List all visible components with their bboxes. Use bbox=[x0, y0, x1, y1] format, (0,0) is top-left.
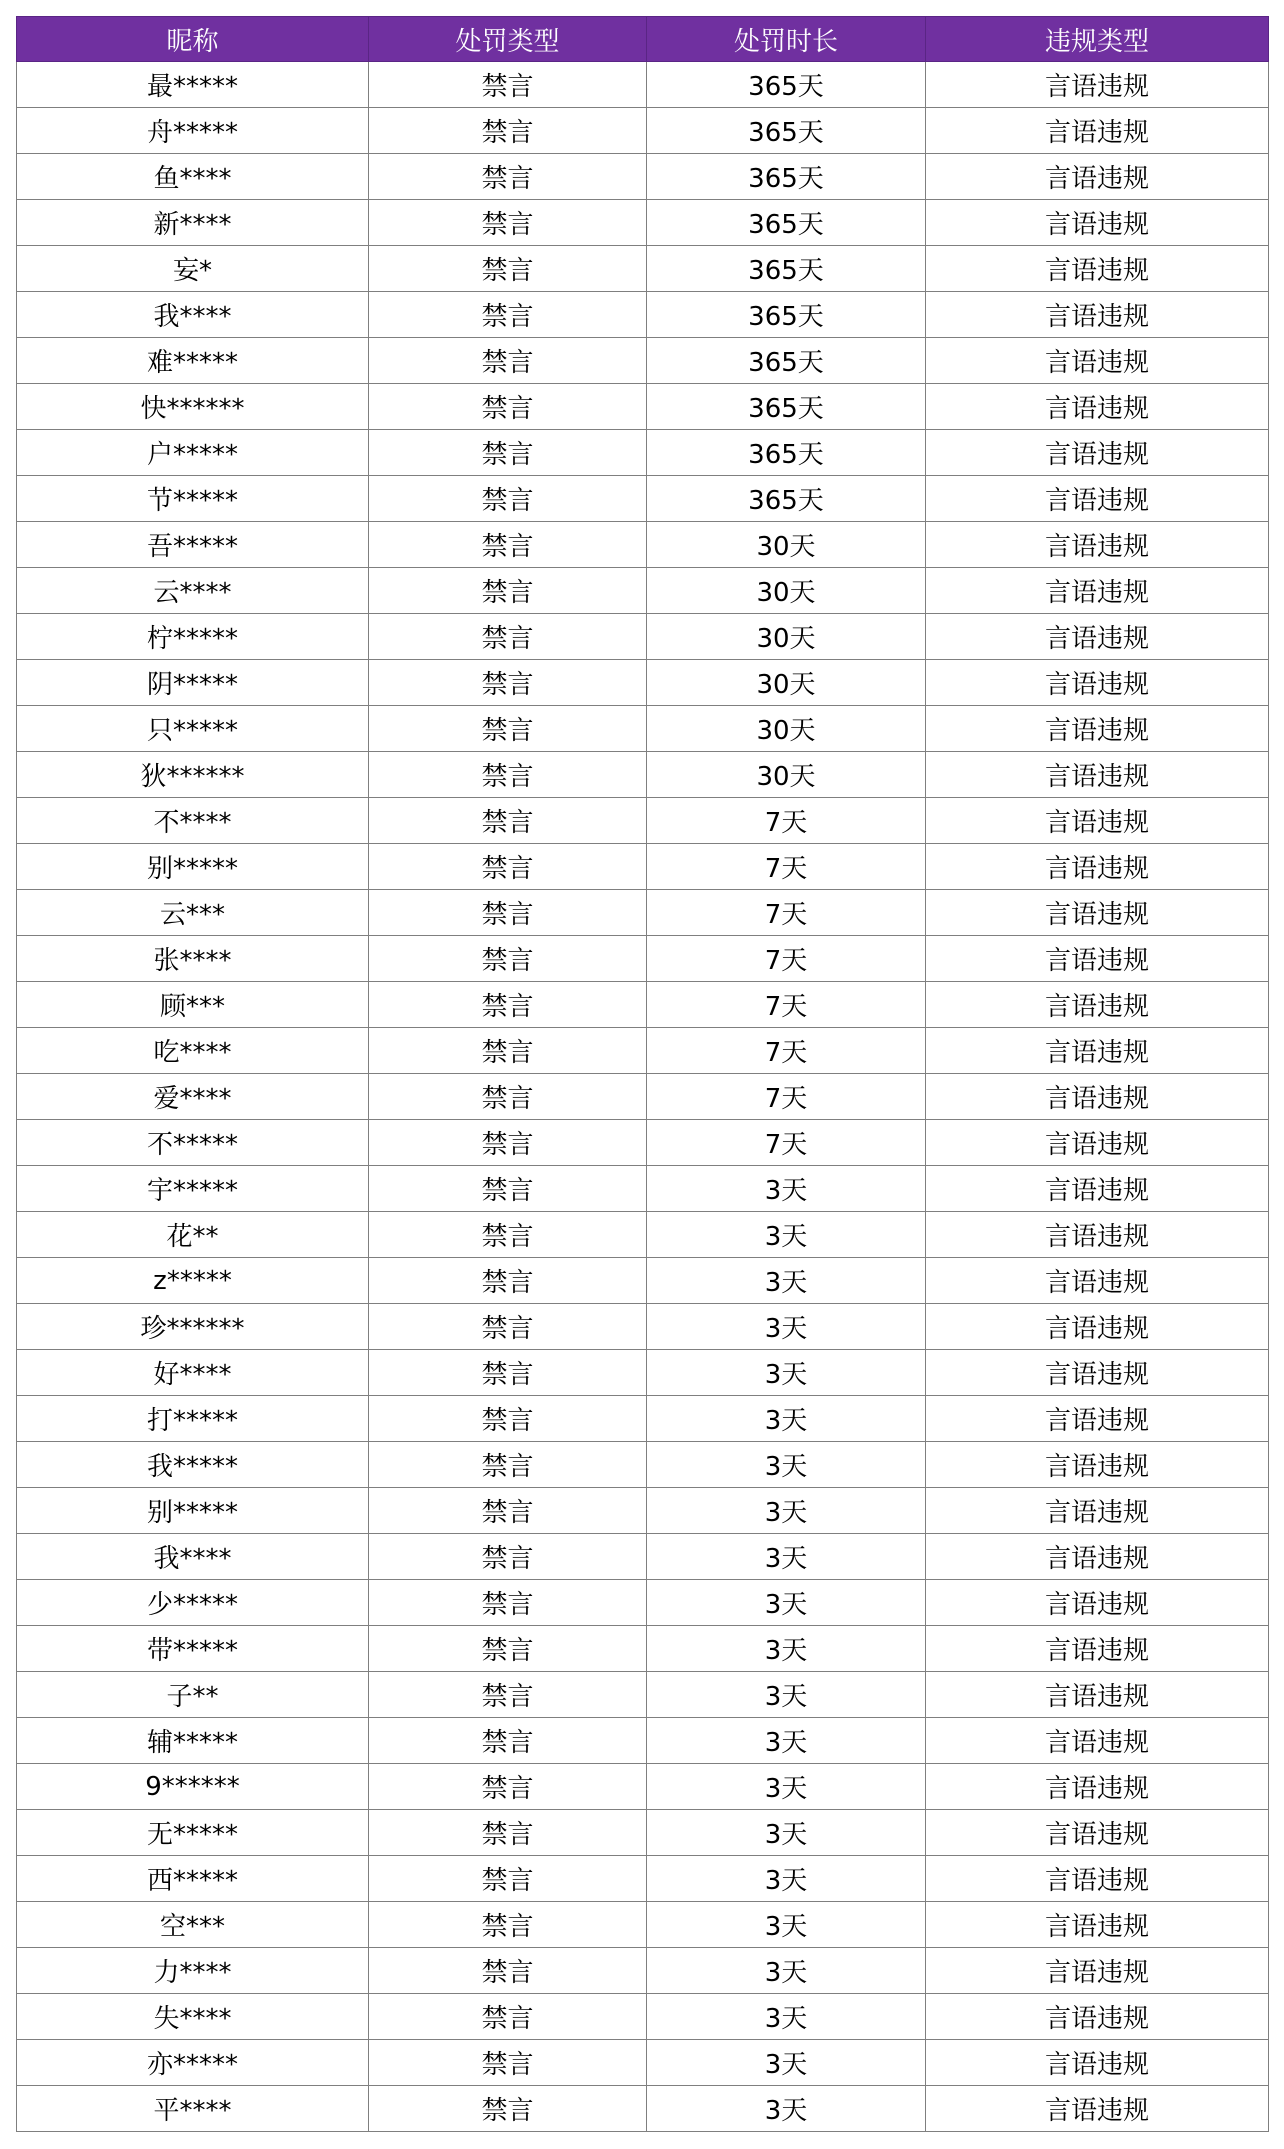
cell-nickname: 打***** bbox=[17, 1396, 369, 1442]
cell-nickname: 鱼**** bbox=[17, 154, 369, 200]
cell-punishment-type: 禁言 bbox=[369, 154, 647, 200]
cell-punishment-type: 禁言 bbox=[369, 292, 647, 338]
cell-punishment-duration: 30天 bbox=[647, 568, 926, 614]
cell-violation-type: 言语违规 bbox=[926, 568, 1269, 614]
table-row bbox=[17, 1488, 1269, 1534]
cell-punishment-type: 禁言 bbox=[369, 1258, 647, 1304]
cell-punishment-duration: 3天 bbox=[647, 1580, 926, 1626]
cell-nickname: 我**** bbox=[17, 292, 369, 338]
cell-nickname: 宇***** bbox=[17, 1166, 369, 1212]
cell-punishment-type: 禁言 bbox=[369, 798, 647, 844]
cell-punishment-type: 禁言 bbox=[369, 1948, 647, 1994]
table-row bbox=[17, 430, 1269, 476]
cell-punishment-type: 禁言 bbox=[369, 568, 647, 614]
cell-punishment-duration: 3天 bbox=[647, 1856, 926, 1902]
cell-punishment-duration: 7天 bbox=[647, 1074, 926, 1120]
cell-punishment-type: 禁言 bbox=[369, 246, 647, 292]
cell-punishment-type: 禁言 bbox=[369, 1718, 647, 1764]
table-row bbox=[17, 706, 1269, 752]
table-row bbox=[17, 1902, 1269, 1948]
cell-punishment-type: 禁言 bbox=[369, 614, 647, 660]
cell-violation-type: 言语违规 bbox=[926, 1902, 1269, 1948]
cell-nickname: 带***** bbox=[17, 1626, 369, 1672]
cell-violation-type: 言语违规 bbox=[926, 154, 1269, 200]
cell-punishment-type: 禁言 bbox=[369, 476, 647, 522]
cell-violation-type: 言语违规 bbox=[926, 1718, 1269, 1764]
cell-nickname: 失**** bbox=[17, 1994, 369, 2040]
cell-punishment-duration: 3天 bbox=[647, 1304, 926, 1350]
cell-punishment-duration: 3天 bbox=[647, 1764, 926, 1810]
cell-punishment-type: 禁言 bbox=[369, 752, 647, 798]
cell-nickname: 9****** bbox=[17, 1764, 369, 1810]
cell-nickname: 阴***** bbox=[17, 660, 369, 706]
table-row bbox=[17, 1672, 1269, 1718]
cell-nickname: 柠***** bbox=[17, 614, 369, 660]
header-punishment-type: 处罚类型 bbox=[369, 17, 647, 62]
table-row bbox=[17, 1994, 1269, 2040]
cell-punishment-type: 禁言 bbox=[369, 1534, 647, 1580]
cell-violation-type: 言语违规 bbox=[926, 1534, 1269, 1580]
cell-punishment-type: 禁言 bbox=[369, 1810, 647, 1856]
cell-punishment-type: 禁言 bbox=[369, 2086, 647, 2132]
cell-punishment-duration: 365天 bbox=[647, 292, 926, 338]
table-row bbox=[17, 246, 1269, 292]
cell-violation-type: 言语违规 bbox=[926, 798, 1269, 844]
table-row bbox=[17, 890, 1269, 936]
punishment-table bbox=[16, 16, 1269, 2132]
table-row bbox=[17, 2040, 1269, 2086]
cell-punishment-duration: 365天 bbox=[647, 476, 926, 522]
cell-punishment-duration: 30天 bbox=[647, 522, 926, 568]
cell-violation-type: 言语违规 bbox=[926, 890, 1269, 936]
table-row bbox=[17, 1396, 1269, 1442]
cell-nickname: 舟***** bbox=[17, 108, 369, 154]
cell-punishment-duration: 30天 bbox=[647, 660, 926, 706]
cell-violation-type: 言语违规 bbox=[926, 1994, 1269, 2040]
cell-violation-type: 言语违规 bbox=[926, 246, 1269, 292]
cell-nickname: 我***** bbox=[17, 1442, 369, 1488]
cell-punishment-duration: 3天 bbox=[647, 1442, 926, 1488]
cell-nickname: 不**** bbox=[17, 798, 369, 844]
cell-nickname: 难***** bbox=[17, 338, 369, 384]
cell-violation-type: 言语违规 bbox=[926, 1856, 1269, 1902]
cell-punishment-type: 禁言 bbox=[369, 1442, 647, 1488]
cell-punishment-duration: 3天 bbox=[647, 1166, 926, 1212]
cell-violation-type: 言语违规 bbox=[926, 1948, 1269, 1994]
cell-nickname: 子** bbox=[17, 1672, 369, 1718]
cell-violation-type: 言语违规 bbox=[926, 844, 1269, 890]
punishment-table-container bbox=[16, 16, 1268, 2132]
table-row bbox=[17, 1120, 1269, 1166]
cell-punishment-type: 禁言 bbox=[369, 1120, 647, 1166]
cell-violation-type: 言语违规 bbox=[926, 292, 1269, 338]
cell-violation-type: 言语违规 bbox=[926, 2040, 1269, 2086]
cell-punishment-duration: 7天 bbox=[647, 936, 926, 982]
cell-nickname: 妄* bbox=[17, 246, 369, 292]
cell-nickname: 西***** bbox=[17, 1856, 369, 1902]
cell-nickname: 最***** bbox=[17, 62, 369, 108]
cell-punishment-duration: 3天 bbox=[647, 1258, 926, 1304]
table-row bbox=[17, 1350, 1269, 1396]
cell-punishment-type: 禁言 bbox=[369, 1350, 647, 1396]
cell-violation-type: 言语违规 bbox=[926, 1396, 1269, 1442]
cell-nickname: 吾***** bbox=[17, 522, 369, 568]
cell-violation-type: 言语违规 bbox=[926, 108, 1269, 154]
cell-punishment-type: 禁言 bbox=[369, 1488, 647, 1534]
cell-violation-type: 言语违规 bbox=[926, 1488, 1269, 1534]
cell-nickname: 我**** bbox=[17, 1534, 369, 1580]
cell-punishment-type: 禁言 bbox=[369, 2040, 647, 2086]
cell-violation-type: 言语违规 bbox=[926, 1166, 1269, 1212]
cell-punishment-duration: 3天 bbox=[647, 2086, 926, 2132]
cell-violation-type: 言语违规 bbox=[926, 1442, 1269, 1488]
cell-violation-type: 言语违规 bbox=[926, 1304, 1269, 1350]
cell-nickname: 爱**** bbox=[17, 1074, 369, 1120]
cell-punishment-type: 禁言 bbox=[369, 1028, 647, 1074]
cell-punishment-duration: 7天 bbox=[647, 1028, 926, 1074]
cell-violation-type: 言语违规 bbox=[926, 1672, 1269, 1718]
cell-nickname: 无***** bbox=[17, 1810, 369, 1856]
cell-violation-type: 言语违规 bbox=[926, 982, 1269, 1028]
cell-punishment-type: 禁言 bbox=[369, 1212, 647, 1258]
cell-violation-type: 言语违规 bbox=[926, 384, 1269, 430]
cell-nickname: 顾*** bbox=[17, 982, 369, 1028]
table-row bbox=[17, 844, 1269, 890]
cell-punishment-duration: 3天 bbox=[647, 1902, 926, 1948]
cell-violation-type: 言语违规 bbox=[926, 1258, 1269, 1304]
table-row bbox=[17, 1442, 1269, 1488]
table-row bbox=[17, 384, 1269, 430]
cell-violation-type: 言语违规 bbox=[926, 62, 1269, 108]
cell-violation-type: 言语违规 bbox=[926, 1350, 1269, 1396]
table-row bbox=[17, 936, 1269, 982]
cell-nickname: 吃**** bbox=[17, 1028, 369, 1074]
cell-punishment-duration: 3天 bbox=[647, 1672, 926, 1718]
cell-violation-type: 言语违规 bbox=[926, 1580, 1269, 1626]
cell-punishment-duration: 3天 bbox=[647, 1994, 926, 2040]
cell-nickname: 力**** bbox=[17, 1948, 369, 1994]
cell-violation-type: 言语违规 bbox=[926, 200, 1269, 246]
table-row bbox=[17, 522, 1269, 568]
cell-punishment-duration: 3天 bbox=[647, 1948, 926, 1994]
table-row bbox=[17, 338, 1269, 384]
cell-punishment-duration: 7天 bbox=[647, 798, 926, 844]
table-row bbox=[17, 200, 1269, 246]
cell-nickname: 不***** bbox=[17, 1120, 369, 1166]
cell-punishment-type: 禁言 bbox=[369, 200, 647, 246]
cell-nickname: 别***** bbox=[17, 1488, 369, 1534]
table-row bbox=[17, 1534, 1269, 1580]
cell-violation-type: 言语违规 bbox=[926, 1120, 1269, 1166]
cell-punishment-duration: 3天 bbox=[647, 1626, 926, 1672]
table-row bbox=[17, 1718, 1269, 1764]
cell-nickname: 云*** bbox=[17, 890, 369, 936]
cell-violation-type: 言语违规 bbox=[926, 614, 1269, 660]
cell-nickname: 新**** bbox=[17, 200, 369, 246]
cell-punishment-duration: 3天 bbox=[647, 1212, 926, 1258]
table-row bbox=[17, 798, 1269, 844]
cell-violation-type: 言语违规 bbox=[926, 752, 1269, 798]
cell-punishment-type: 禁言 bbox=[369, 62, 647, 108]
cell-punishment-type: 禁言 bbox=[369, 430, 647, 476]
cell-punishment-duration: 7天 bbox=[647, 890, 926, 936]
cell-violation-type: 言语违规 bbox=[926, 2086, 1269, 2132]
table-row bbox=[17, 1626, 1269, 1672]
table-row bbox=[17, 1028, 1269, 1074]
cell-nickname: 张**** bbox=[17, 936, 369, 982]
header-violation-type: 违规类型 bbox=[926, 17, 1269, 62]
cell-punishment-type: 禁言 bbox=[369, 1074, 647, 1120]
table-row bbox=[17, 1166, 1269, 1212]
cell-nickname: 云**** bbox=[17, 568, 369, 614]
cell-punishment-duration: 7天 bbox=[647, 844, 926, 890]
cell-punishment-type: 禁言 bbox=[369, 108, 647, 154]
cell-punishment-type: 禁言 bbox=[369, 844, 647, 890]
cell-nickname: 辅***** bbox=[17, 1718, 369, 1764]
table-row bbox=[17, 62, 1269, 108]
cell-punishment-type: 禁言 bbox=[369, 1166, 647, 1212]
cell-punishment-duration: 365天 bbox=[647, 246, 926, 292]
cell-punishment-type: 禁言 bbox=[369, 522, 647, 568]
cell-punishment-type: 禁言 bbox=[369, 1626, 647, 1672]
cell-punishment-duration: 365天 bbox=[647, 430, 926, 476]
table-row bbox=[17, 2086, 1269, 2132]
cell-violation-type: 言语违规 bbox=[926, 476, 1269, 522]
cell-punishment-duration: 3天 bbox=[647, 1488, 926, 1534]
cell-punishment-duration: 30天 bbox=[647, 614, 926, 660]
cell-violation-type: 言语违规 bbox=[926, 1074, 1269, 1120]
cell-punishment-type: 禁言 bbox=[369, 1994, 647, 2040]
cell-nickname: 亦***** bbox=[17, 2040, 369, 2086]
table-row bbox=[17, 108, 1269, 154]
cell-punishment-duration: 3天 bbox=[647, 2040, 926, 2086]
cell-nickname: 节***** bbox=[17, 476, 369, 522]
table-row bbox=[17, 1948, 1269, 1994]
cell-punishment-duration: 3天 bbox=[647, 1396, 926, 1442]
cell-punishment-type: 禁言 bbox=[369, 384, 647, 430]
cell-nickname: 狄****** bbox=[17, 752, 369, 798]
cell-punishment-duration: 3天 bbox=[647, 1810, 926, 1856]
table-row bbox=[17, 752, 1269, 798]
cell-punishment-duration: 7天 bbox=[647, 1120, 926, 1166]
cell-violation-type: 言语违规 bbox=[926, 522, 1269, 568]
table-row bbox=[17, 1074, 1269, 1120]
cell-nickname: 别***** bbox=[17, 844, 369, 890]
cell-violation-type: 言语违规 bbox=[926, 706, 1269, 752]
table-row bbox=[17, 568, 1269, 614]
table-row bbox=[17, 1580, 1269, 1626]
cell-punishment-duration: 30天 bbox=[647, 752, 926, 798]
cell-punishment-type: 禁言 bbox=[369, 1304, 647, 1350]
cell-nickname: z***** bbox=[17, 1258, 369, 1304]
cell-punishment-duration: 7天 bbox=[647, 982, 926, 1028]
cell-nickname: 花** bbox=[17, 1212, 369, 1258]
cell-violation-type: 言语违规 bbox=[926, 1764, 1269, 1810]
cell-nickname: 少***** bbox=[17, 1580, 369, 1626]
cell-punishment-duration: 3天 bbox=[647, 1718, 926, 1764]
table-row bbox=[17, 292, 1269, 338]
cell-nickname: 户***** bbox=[17, 430, 369, 476]
table-header bbox=[17, 17, 1269, 62]
cell-violation-type: 言语违规 bbox=[926, 1212, 1269, 1258]
cell-nickname: 只***** bbox=[17, 706, 369, 752]
cell-nickname: 快****** bbox=[17, 384, 369, 430]
cell-violation-type: 言语违规 bbox=[926, 1626, 1269, 1672]
cell-punishment-duration: 3天 bbox=[647, 1350, 926, 1396]
cell-punishment-duration: 365天 bbox=[647, 62, 926, 108]
header-row bbox=[17, 17, 1269, 62]
cell-nickname: 空*** bbox=[17, 1902, 369, 1948]
table-row bbox=[17, 660, 1269, 706]
cell-punishment-duration: 3天 bbox=[647, 1534, 926, 1580]
cell-violation-type: 言语违规 bbox=[926, 1810, 1269, 1856]
cell-punishment-duration: 30天 bbox=[647, 706, 926, 752]
cell-punishment-type: 禁言 bbox=[369, 936, 647, 982]
table-row bbox=[17, 614, 1269, 660]
table-row bbox=[17, 1212, 1269, 1258]
cell-punishment-duration: 365天 bbox=[647, 108, 926, 154]
cell-violation-type: 言语违规 bbox=[926, 430, 1269, 476]
cell-punishment-type: 禁言 bbox=[369, 706, 647, 752]
cell-nickname: 好**** bbox=[17, 1350, 369, 1396]
table-row bbox=[17, 1258, 1269, 1304]
cell-violation-type: 言语违规 bbox=[926, 936, 1269, 982]
cell-punishment-type: 禁言 bbox=[369, 890, 647, 936]
cell-punishment-type: 禁言 bbox=[369, 660, 647, 706]
header-punishment-duration: 处罚时长 bbox=[647, 17, 926, 62]
table-body bbox=[17, 62, 1269, 2132]
cell-violation-type: 言语违规 bbox=[926, 338, 1269, 384]
cell-punishment-type: 禁言 bbox=[369, 1580, 647, 1626]
cell-violation-type: 言语违规 bbox=[926, 660, 1269, 706]
cell-punishment-duration: 365天 bbox=[647, 338, 926, 384]
cell-punishment-type: 禁言 bbox=[369, 1672, 647, 1718]
cell-punishment-type: 禁言 bbox=[369, 1856, 647, 1902]
cell-violation-type: 言语违规 bbox=[926, 1028, 1269, 1074]
cell-punishment-duration: 365天 bbox=[647, 384, 926, 430]
table-row bbox=[17, 1856, 1269, 1902]
cell-punishment-type: 禁言 bbox=[369, 338, 647, 384]
cell-punishment-duration: 365天 bbox=[647, 154, 926, 200]
header-nickname: 昵称 bbox=[17, 17, 369, 62]
table-row bbox=[17, 1810, 1269, 1856]
table-row bbox=[17, 154, 1269, 200]
table-row bbox=[17, 982, 1269, 1028]
table-row bbox=[17, 476, 1269, 522]
cell-punishment-type: 禁言 bbox=[369, 1764, 647, 1810]
cell-punishment-type: 禁言 bbox=[369, 1902, 647, 1948]
cell-punishment-type: 禁言 bbox=[369, 982, 647, 1028]
cell-nickname: 平**** bbox=[17, 2086, 369, 2132]
cell-nickname: 珍****** bbox=[17, 1304, 369, 1350]
cell-punishment-type: 禁言 bbox=[369, 1396, 647, 1442]
table-row bbox=[17, 1304, 1269, 1350]
table-row bbox=[17, 1764, 1269, 1810]
cell-punishment-duration: 365天 bbox=[647, 200, 926, 246]
